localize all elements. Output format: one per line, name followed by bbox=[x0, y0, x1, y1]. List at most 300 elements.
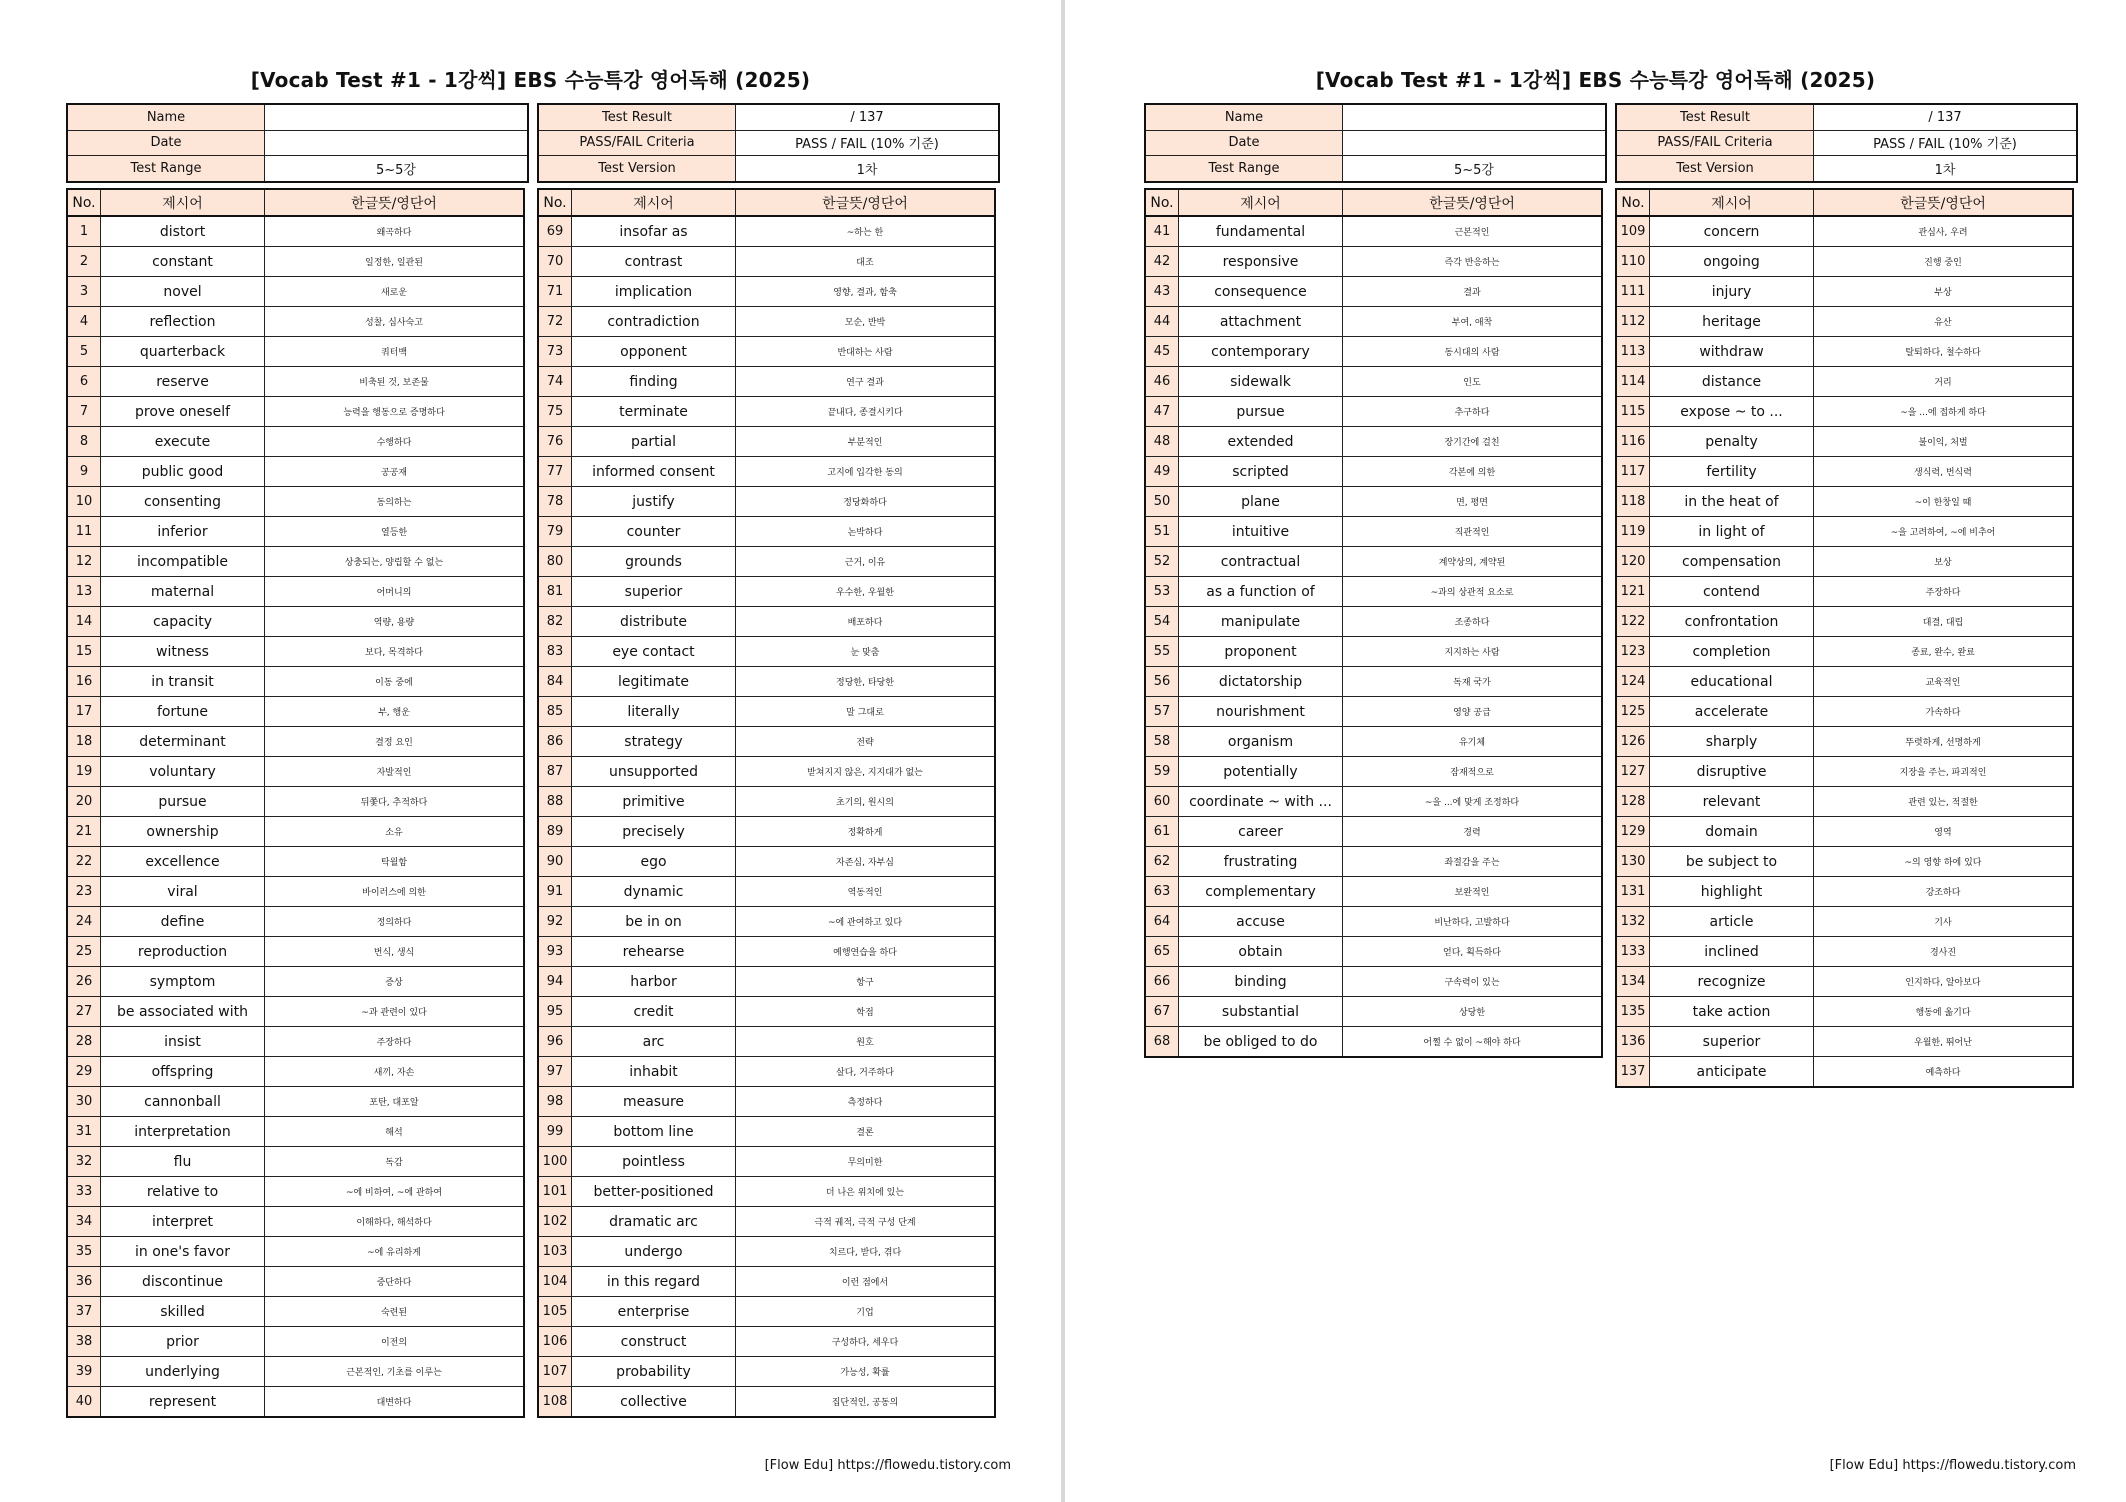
vocab-word: be obliged to do bbox=[1179, 1027, 1343, 1058]
vocab-row bbox=[67, 1357, 524, 1387]
info-row bbox=[538, 130, 999, 156]
vocab-word: ongoing bbox=[1650, 247, 1814, 277]
vocab-table-right bbox=[1615, 188, 2074, 1088]
worksheet-page-2 bbox=[1065, 0, 2126, 1502]
vocab-word: contradiction bbox=[572, 307, 736, 337]
item-number: 41 bbox=[1145, 216, 1179, 247]
vocab-word: underlying bbox=[101, 1357, 265, 1387]
vocab-row bbox=[1145, 997, 1602, 1027]
vocab-row bbox=[538, 277, 995, 307]
name-field bbox=[265, 104, 529, 130]
info-label: PASS/FAIL Criteria bbox=[1616, 130, 1814, 156]
vocab-word: career bbox=[1179, 817, 1343, 847]
vocab-word: viral bbox=[101, 877, 265, 907]
item-number: 23 bbox=[67, 877, 101, 907]
vocab-meaning: 기업 bbox=[736, 1297, 996, 1327]
item-number: 71 bbox=[538, 277, 572, 307]
vocab-word: informed consent bbox=[572, 457, 736, 487]
vocab-row bbox=[538, 517, 995, 547]
vocab-row bbox=[1145, 967, 1602, 997]
vocab-word: measure bbox=[572, 1087, 736, 1117]
info-label: Test Result bbox=[538, 104, 736, 130]
info-row bbox=[1145, 156, 1606, 182]
vocab-word: substantial bbox=[1179, 997, 1343, 1027]
item-number: 38 bbox=[67, 1327, 101, 1357]
vocab-header-row bbox=[1145, 189, 1602, 216]
vocab-meaning: 뚜렷하게, 선명하게 bbox=[1814, 727, 2074, 757]
vocab-word: withdraw bbox=[1650, 337, 1814, 367]
vocab-word: intuitive bbox=[1179, 517, 1343, 547]
vocab-meaning: 대결, 대립 bbox=[1814, 607, 2074, 637]
vocab-row bbox=[1616, 697, 2073, 727]
item-number: 128 bbox=[1616, 787, 1650, 817]
vocab-word: probability bbox=[572, 1357, 736, 1387]
item-number: 109 bbox=[1616, 216, 1650, 247]
vocab-meaning: 상당한 bbox=[1343, 997, 1603, 1027]
vocab-row bbox=[538, 997, 995, 1027]
vocab-word: completion bbox=[1650, 637, 1814, 667]
item-number: 97 bbox=[538, 1057, 572, 1087]
vocab-row bbox=[538, 547, 995, 577]
vocab-meaning: 눈 맞춤 bbox=[736, 637, 996, 667]
vocab-row bbox=[1616, 757, 2073, 787]
vocab-row bbox=[1145, 547, 1602, 577]
vocab-word: dynamic bbox=[572, 877, 736, 907]
vocab-word: ego bbox=[572, 847, 736, 877]
vocab-meaning: 뒤쫓다, 추적하다 bbox=[265, 787, 525, 817]
item-number: 110 bbox=[1616, 247, 1650, 277]
vocab-meaning: 숙련된 bbox=[265, 1297, 525, 1327]
vocab-word: obtain bbox=[1179, 937, 1343, 967]
info-table-left bbox=[1144, 103, 1607, 183]
item-number: 31 bbox=[67, 1117, 101, 1147]
vocab-meaning: ~에 관여하고 있다 bbox=[736, 907, 996, 937]
item-number: 95 bbox=[538, 997, 572, 1027]
item-number: 8 bbox=[67, 427, 101, 457]
item-number: 111 bbox=[1616, 277, 1650, 307]
info-label: Name bbox=[67, 104, 265, 130]
item-number: 74 bbox=[538, 367, 572, 397]
vocab-row bbox=[1616, 1027, 2073, 1057]
item-number: 106 bbox=[538, 1327, 572, 1357]
item-number: 17 bbox=[67, 697, 101, 727]
vocab-meaning: 이동 중에 bbox=[265, 667, 525, 697]
vocab-meaning: 어쩔 수 없이 ~해야 하다 bbox=[1343, 1027, 1603, 1058]
item-number: 112 bbox=[1616, 307, 1650, 337]
item-number: 118 bbox=[1616, 487, 1650, 517]
item-number: 63 bbox=[1145, 877, 1179, 907]
vocab-meaning: 지지하는 사람 bbox=[1343, 637, 1603, 667]
vocab-word: incompatible bbox=[101, 547, 265, 577]
vocab-meaning: 지장을 주는, 파괴적인 bbox=[1814, 757, 2074, 787]
item-number: 77 bbox=[538, 457, 572, 487]
vocab-meaning: 불이익, 처벌 bbox=[1814, 427, 2074, 457]
vocab-row bbox=[67, 637, 524, 667]
vocab-meaning: 구성하다, 세우다 bbox=[736, 1327, 996, 1357]
vocab-word: capacity bbox=[101, 607, 265, 637]
vocab-row bbox=[1145, 457, 1602, 487]
vocab-word: heritage bbox=[1650, 307, 1814, 337]
vocab-row bbox=[538, 967, 995, 997]
vocab-word: frustrating bbox=[1179, 847, 1343, 877]
vocab-meaning: 받쳐지지 않은, 지지대가 없는 bbox=[736, 757, 996, 787]
item-number: 52 bbox=[1145, 547, 1179, 577]
item-number: 79 bbox=[538, 517, 572, 547]
vocab-meaning: 기사 bbox=[1814, 907, 2074, 937]
item-number: 84 bbox=[538, 667, 572, 697]
item-number: 2 bbox=[67, 247, 101, 277]
item-number: 104 bbox=[538, 1267, 572, 1297]
vocab-row bbox=[1145, 757, 1602, 787]
vocab-word: nourishment bbox=[1179, 697, 1343, 727]
vocab-meaning: 대조 bbox=[736, 247, 996, 277]
vocab-word: terminate bbox=[572, 397, 736, 427]
item-number: 127 bbox=[1616, 757, 1650, 787]
vocab-row bbox=[538, 1147, 995, 1177]
item-number: 33 bbox=[67, 1177, 101, 1207]
vocab-row bbox=[538, 757, 995, 787]
vocab-word: distance bbox=[1650, 367, 1814, 397]
vocab-word: contractual bbox=[1179, 547, 1343, 577]
vocab-word: reserve bbox=[101, 367, 265, 397]
item-number: 89 bbox=[538, 817, 572, 847]
vocab-word: contemporary bbox=[1179, 337, 1343, 367]
vocab-row bbox=[67, 877, 524, 907]
vocab-meaning: 얻다, 획득하다 bbox=[1343, 937, 1603, 967]
item-number: 55 bbox=[1145, 637, 1179, 667]
vocab-row bbox=[1616, 547, 2073, 577]
item-number: 12 bbox=[67, 547, 101, 577]
vocab-row bbox=[67, 547, 524, 577]
vocab-row bbox=[538, 1057, 995, 1087]
vocab-row bbox=[1616, 667, 2073, 697]
item-number: 26 bbox=[67, 967, 101, 997]
item-number: 136 bbox=[1616, 1027, 1650, 1057]
vocab-meaning: 배포하다 bbox=[736, 607, 996, 637]
item-number: 86 bbox=[538, 727, 572, 757]
vocab-word: arc bbox=[572, 1027, 736, 1057]
item-number: 88 bbox=[538, 787, 572, 817]
vocab-meaning: 영양 공급 bbox=[1343, 697, 1603, 727]
vocab-table-right bbox=[537, 188, 996, 1418]
vocab-meaning: 면, 평면 bbox=[1343, 487, 1603, 517]
vocab-row bbox=[538, 457, 995, 487]
vocab-word: highlight bbox=[1650, 877, 1814, 907]
vocab-meaning: 동시대의 사람 bbox=[1343, 337, 1603, 367]
vocab-row bbox=[1145, 607, 1602, 637]
item-number: 30 bbox=[67, 1087, 101, 1117]
item-number: 56 bbox=[1145, 667, 1179, 697]
vocab-row bbox=[67, 517, 524, 547]
vocab-meaning: 비난하다, 고발하다 bbox=[1343, 907, 1603, 937]
vocab-row bbox=[538, 1267, 995, 1297]
vocab-meaning: 정당한, 타당한 bbox=[736, 667, 996, 697]
item-number: 39 bbox=[67, 1357, 101, 1387]
vocab-word: fundamental bbox=[1179, 216, 1343, 247]
vocab-row bbox=[1616, 877, 2073, 907]
vocab-word: compensation bbox=[1650, 547, 1814, 577]
vocab-row bbox=[67, 247, 524, 277]
vocab-meaning: 바이러스에 의한 bbox=[265, 877, 525, 907]
vocab-word: rehearse bbox=[572, 937, 736, 967]
info-row bbox=[1616, 104, 2077, 130]
date-field bbox=[265, 130, 529, 156]
vocab-word: counter bbox=[572, 517, 736, 547]
item-number: 62 bbox=[1145, 847, 1179, 877]
vocab-word: sidewalk bbox=[1179, 367, 1343, 397]
info-label: Test Range bbox=[67, 156, 265, 182]
item-number: 11 bbox=[67, 517, 101, 547]
item-number: 100 bbox=[538, 1147, 572, 1177]
item-number: 122 bbox=[1616, 607, 1650, 637]
vocab-word: complementary bbox=[1179, 877, 1343, 907]
vocab-row bbox=[1145, 727, 1602, 757]
vocab-row bbox=[538, 817, 995, 847]
item-number: 108 bbox=[538, 1387, 572, 1418]
vocab-word: implication bbox=[572, 277, 736, 307]
info-label: Date bbox=[1145, 130, 1343, 156]
vocab-word: fortune bbox=[101, 697, 265, 727]
item-number: 121 bbox=[1616, 577, 1650, 607]
vocab-row bbox=[1145, 847, 1602, 877]
header-no: No. bbox=[1145, 189, 1179, 216]
vocab-word: disruptive bbox=[1650, 757, 1814, 787]
vocab-row bbox=[67, 607, 524, 637]
item-number: 105 bbox=[538, 1297, 572, 1327]
vocab-row bbox=[1616, 397, 2073, 427]
item-number: 67 bbox=[1145, 997, 1179, 1027]
vocab-meaning: 영향, 결과, 함축 bbox=[736, 277, 996, 307]
vocab-meaning: 일정한, 일관된 bbox=[265, 247, 525, 277]
vocab-row bbox=[67, 787, 524, 817]
item-number: 1 bbox=[67, 216, 101, 247]
vocab-meaning: 진행 중인 bbox=[1814, 247, 2074, 277]
vocab-word: penalty bbox=[1650, 427, 1814, 457]
vocab-word: opponent bbox=[572, 337, 736, 367]
item-number: 92 bbox=[538, 907, 572, 937]
info-label: Test Range bbox=[1145, 156, 1343, 182]
vocab-meaning: 조종하다 bbox=[1343, 607, 1603, 637]
vocab-word: plane bbox=[1179, 487, 1343, 517]
vocab-meaning: 강조하다 bbox=[1814, 877, 2074, 907]
vocab-word: precisely bbox=[572, 817, 736, 847]
vocab-meaning: ~을 ...에 접하게 하다 bbox=[1814, 397, 2074, 427]
item-number: 54 bbox=[1145, 607, 1179, 637]
vocab-word: dramatic arc bbox=[572, 1207, 736, 1237]
vocab-row bbox=[67, 1297, 524, 1327]
vocab-word: ownership bbox=[101, 817, 265, 847]
item-number: 114 bbox=[1616, 367, 1650, 397]
vocab-meaning: ~의 영향 하에 있다 bbox=[1814, 847, 2074, 877]
item-number: 16 bbox=[67, 667, 101, 697]
vocab-meaning: 논박하다 bbox=[736, 517, 996, 547]
vocab-meaning: 영역 bbox=[1814, 817, 2074, 847]
vocab-row bbox=[67, 727, 524, 757]
item-number: 18 bbox=[67, 727, 101, 757]
vocab-word: unsupported bbox=[572, 757, 736, 787]
vocab-row bbox=[67, 487, 524, 517]
vocab-meaning: 모순, 반박 bbox=[736, 307, 996, 337]
date-field bbox=[1343, 130, 1607, 156]
vocab-word: relative to bbox=[101, 1177, 265, 1207]
vocab-word: discontinue bbox=[101, 1267, 265, 1297]
item-number: 130 bbox=[1616, 847, 1650, 877]
vocab-row bbox=[1616, 216, 2073, 247]
vocab-meaning: 보다, 목격하다 bbox=[265, 637, 525, 667]
item-number: 115 bbox=[1616, 397, 1650, 427]
vocab-word: legitimate bbox=[572, 667, 736, 697]
vocab-meaning: 전략 bbox=[736, 727, 996, 757]
vocab-meaning: 중단하다 bbox=[265, 1267, 525, 1297]
item-number: 70 bbox=[538, 247, 572, 277]
item-number: 93 bbox=[538, 937, 572, 967]
vocab-row bbox=[538, 487, 995, 517]
vocab-meaning: 결론 bbox=[736, 1117, 996, 1147]
vocab-meaning: 경력 bbox=[1343, 817, 1603, 847]
vocab-row bbox=[1616, 787, 2073, 817]
vocab-row bbox=[1616, 937, 2073, 967]
vocab-meaning: 원호 bbox=[736, 1027, 996, 1057]
item-number: 64 bbox=[1145, 907, 1179, 937]
item-number: 123 bbox=[1616, 637, 1650, 667]
vocab-word: responsive bbox=[1179, 247, 1343, 277]
info-row bbox=[1145, 130, 1606, 156]
vocab-meaning: 부분적인 bbox=[736, 427, 996, 457]
vocab-meaning: 정확하게 bbox=[736, 817, 996, 847]
vocab-row bbox=[538, 216, 995, 247]
item-number: 20 bbox=[67, 787, 101, 817]
vocab-row bbox=[538, 607, 995, 637]
item-number: 37 bbox=[67, 1297, 101, 1327]
vocab-word: article bbox=[1650, 907, 1814, 937]
vocab-word: define bbox=[101, 907, 265, 937]
vocab-word: enterprise bbox=[572, 1297, 736, 1327]
vocab-word: contend bbox=[1650, 577, 1814, 607]
vocab-word: as a function of bbox=[1179, 577, 1343, 607]
item-number: 36 bbox=[67, 1267, 101, 1297]
vocab-meaning: 측정하다 bbox=[736, 1087, 996, 1117]
vocab-meaning: 새로운 bbox=[265, 277, 525, 307]
item-number: 73 bbox=[538, 337, 572, 367]
vocab-row bbox=[67, 667, 524, 697]
vocab-row bbox=[1145, 517, 1602, 547]
vocab-meaning: ~을 고려하여, ~에 비추어 bbox=[1814, 517, 2074, 547]
vocab-word: better-positioned bbox=[572, 1177, 736, 1207]
page-title: [Vocab Test #1 - 1강씩] EBS 수능특강 영어독해 (2025) bbox=[1315, 68, 1876, 92]
vocab-word: insofar as bbox=[572, 216, 736, 247]
vocab-meaning: 계약상의, 계약된 bbox=[1343, 547, 1603, 577]
vocab-row bbox=[538, 727, 995, 757]
header-meaning: 한글뜻/영단어 bbox=[736, 189, 996, 216]
item-number: 34 bbox=[67, 1207, 101, 1237]
vocab-word: flu bbox=[101, 1147, 265, 1177]
vocab-word: finding bbox=[572, 367, 736, 397]
vocab-meaning: 항구 bbox=[736, 967, 996, 997]
vocab-row bbox=[1145, 637, 1602, 667]
vocab-row bbox=[1145, 697, 1602, 727]
vocab-meaning: 종료, 완수, 완료 bbox=[1814, 637, 2074, 667]
vocab-word: attachment bbox=[1179, 307, 1343, 337]
test-version-value: 1차 bbox=[1814, 156, 2078, 182]
vocab-word: represent bbox=[101, 1387, 265, 1418]
item-number: 4 bbox=[67, 307, 101, 337]
vocab-word: determinant bbox=[101, 727, 265, 757]
vocab-row bbox=[1616, 427, 2073, 457]
item-number: 57 bbox=[1145, 697, 1179, 727]
info-label: Test Version bbox=[1616, 156, 1814, 182]
vocab-word: superior bbox=[1650, 1027, 1814, 1057]
vocab-word: be in on bbox=[572, 907, 736, 937]
vocab-row bbox=[1145, 817, 1602, 847]
vocab-row bbox=[1145, 937, 1602, 967]
item-number: 135 bbox=[1616, 997, 1650, 1027]
item-number: 53 bbox=[1145, 577, 1179, 607]
vocab-meaning: 주장하다 bbox=[1814, 577, 2074, 607]
vocab-word: skilled bbox=[101, 1297, 265, 1327]
vocab-word: execute bbox=[101, 427, 265, 457]
vocab-word: undergo bbox=[572, 1237, 736, 1267]
vocab-word: cannonball bbox=[101, 1087, 265, 1117]
vocab-meaning: 우수한, 우월한 bbox=[736, 577, 996, 607]
vocab-word: educational bbox=[1650, 667, 1814, 697]
item-number: 49 bbox=[1145, 457, 1179, 487]
vocab-meaning: 열등한 bbox=[265, 517, 525, 547]
item-number: 9 bbox=[67, 457, 101, 487]
vocab-word: in this regard bbox=[572, 1267, 736, 1297]
vocab-word: novel bbox=[101, 277, 265, 307]
vocab-header-row bbox=[538, 189, 995, 216]
vocab-word: consenting bbox=[101, 487, 265, 517]
item-number: 10 bbox=[67, 487, 101, 517]
vocab-meaning: 능력을 행동으로 증명하다 bbox=[265, 397, 525, 427]
header-no: No. bbox=[1616, 189, 1650, 216]
item-number: 107 bbox=[538, 1357, 572, 1387]
item-number: 82 bbox=[538, 607, 572, 637]
header-word: 제시어 bbox=[572, 189, 736, 216]
vocab-header-row bbox=[67, 189, 524, 216]
vocab-word: eye contact bbox=[572, 637, 736, 667]
vocab-meaning: 보완적인 bbox=[1343, 877, 1603, 907]
vocab-word: constant bbox=[101, 247, 265, 277]
item-number: 124 bbox=[1616, 667, 1650, 697]
vocab-row bbox=[1616, 847, 2073, 877]
vocab-meaning: 학점 bbox=[736, 997, 996, 1027]
vocab-meaning: 말 그대로 bbox=[736, 697, 996, 727]
vocab-row bbox=[67, 997, 524, 1027]
vocab-word: interpret bbox=[101, 1207, 265, 1237]
vocab-row bbox=[538, 367, 995, 397]
vocab-row bbox=[538, 1387, 995, 1418]
item-number: 125 bbox=[1616, 697, 1650, 727]
item-number: 44 bbox=[1145, 307, 1179, 337]
vocab-meaning: 경사진 bbox=[1814, 937, 2074, 967]
vocab-word: distort bbox=[101, 216, 265, 247]
item-number: 66 bbox=[1145, 967, 1179, 997]
info-table-right bbox=[1615, 103, 2078, 183]
item-number: 116 bbox=[1616, 427, 1650, 457]
header-no: No. bbox=[67, 189, 101, 216]
vocab-meaning: 인도 bbox=[1343, 367, 1603, 397]
vocab-meaning: 극적 궤적, 극적 구성 단계 bbox=[736, 1207, 996, 1237]
vocab-row bbox=[1616, 817, 2073, 847]
vocab-row bbox=[538, 577, 995, 607]
vocab-row bbox=[67, 367, 524, 397]
vocab-meaning: 해석 bbox=[265, 1117, 525, 1147]
vocab-meaning: 고지에 입각한 동의 bbox=[736, 457, 996, 487]
vocab-meaning: 부상 bbox=[1814, 277, 2074, 307]
header-meaning: 한글뜻/영단어 bbox=[265, 189, 525, 216]
vocab-word: literally bbox=[572, 697, 736, 727]
